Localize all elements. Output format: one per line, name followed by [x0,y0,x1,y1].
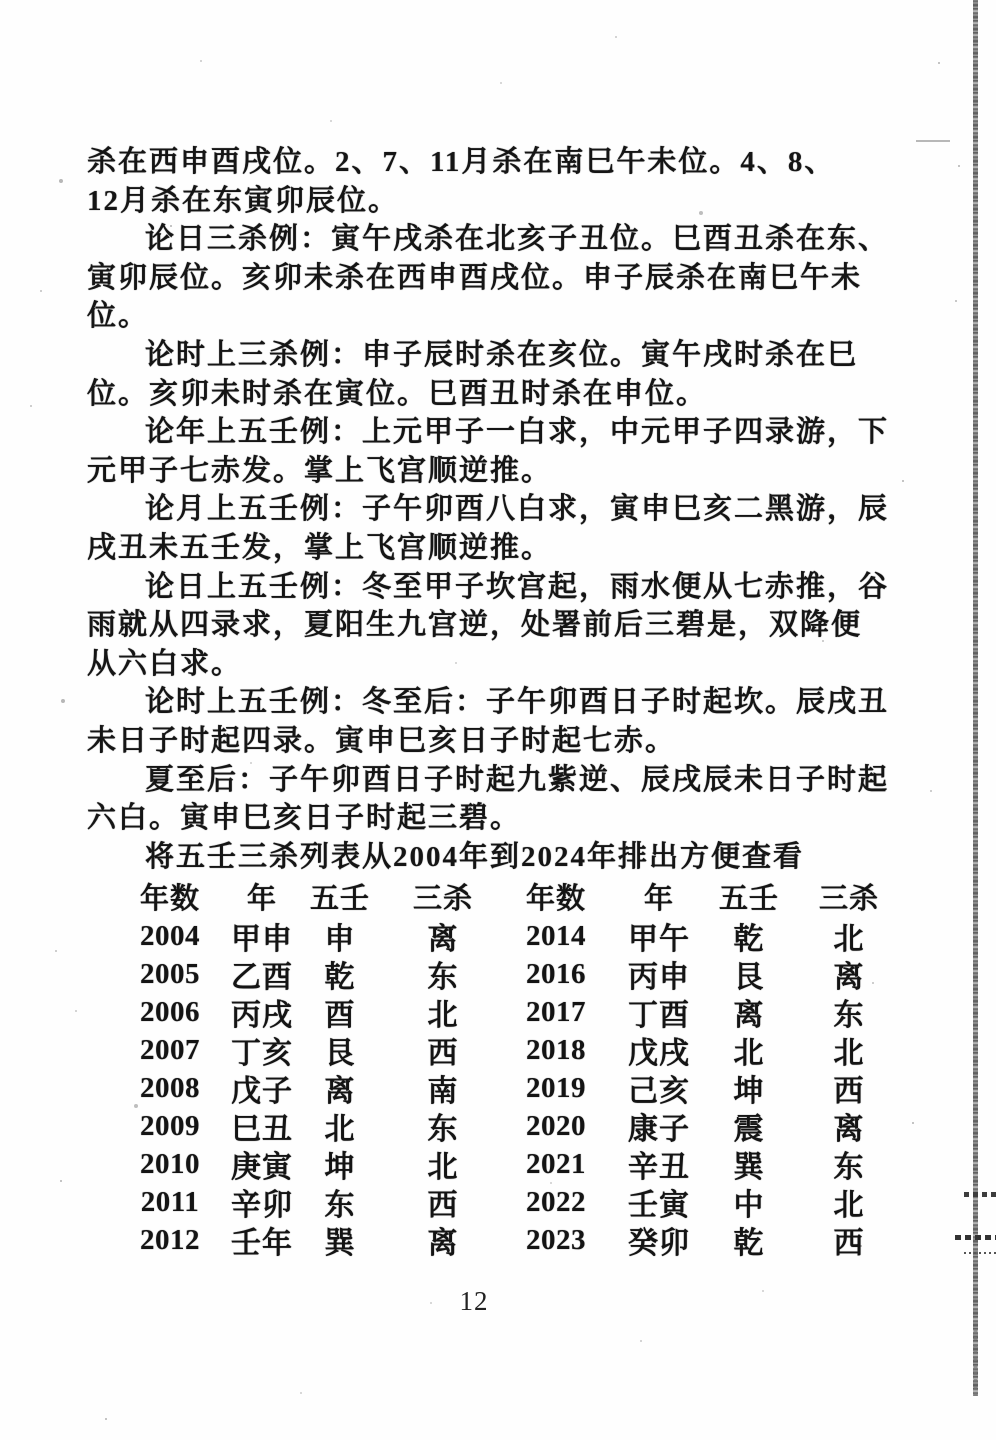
table-cell: 壬年 [231,1227,293,1260]
scan-gutter-stripe-tail [974,1330,977,1400]
table-cell: 申 [324,923,356,956]
table-cell: 艮 [324,1037,356,1070]
table-body [118,914,914,1260]
table-cell: 乙酉 [231,961,293,994]
table-cell: 东 [427,961,459,994]
table-row [118,1028,914,1070]
table-cell: 西 [833,1227,865,1260]
text-line: 论日三杀例：寅午戌杀在北亥子丑位。巳酉丑杀在东、 [145,223,890,256]
table-cell: 乾 [733,923,765,956]
table-row [118,1104,914,1146]
text-line: 元甲子七赤发。掌上飞宫顺逆推。 [87,454,553,487]
text-line: 论时上三杀例：申子辰时杀在亥位。寅午戌时杀在巳 [145,338,859,371]
scan-artifact-dash [916,140,950,142]
table-cell: 巳丑 [231,1113,293,1146]
table-cell: 巽 [733,1151,765,1184]
table-row [118,990,914,1032]
year-cell: 2010 [140,1147,200,1180]
year-cell: 2021 [526,1147,586,1180]
column-header: 年数 [139,883,200,915]
year-cell: 2006 [140,995,200,1028]
scan-artifact-dash [955,1235,996,1240]
table-cell: 东 [324,1189,356,1222]
text-line: 六白。寅申巳亥日子时起三碧。 [87,802,522,835]
wuren-sansha-table [118,876,914,1260]
table-cell: 乾 [324,961,356,994]
table-cell: 北 [833,1189,865,1222]
table-cell: 西 [833,1075,865,1108]
table-cell: 辛卯 [231,1189,293,1222]
table-cell: 丁亥 [231,1037,293,1070]
table-cell: 庚寅 [231,1151,293,1184]
table-cell: 离 [833,1113,865,1146]
text-line: 雨就从四录求，夏阳生九宫逆，处署前后三碧是，双降便 [87,609,863,642]
scan-artifact-dotted-line [964,1252,996,1254]
year-cell: 2005 [140,957,200,990]
year-cell: 2014 [526,919,586,952]
year-cell: 2022 [526,1185,586,1218]
table-cell: 西 [427,1189,459,1222]
table-cell: 东 [427,1113,459,1146]
scan-artifact-dash [964,1192,996,1197]
column-header: 三杀 [818,883,879,915]
year-cell: 2017 [526,995,586,1028]
year-cell: 2016 [526,957,586,990]
table-cell: 离 [733,999,765,1032]
table-cell: 南 [427,1075,459,1108]
year-cell: 2019 [526,1071,586,1104]
year-cell: 2009 [140,1109,200,1142]
column-header: 五壬 [309,883,370,915]
text-line: 未日子时起四录。寅申巳亥日子时起七赤。 [87,724,677,757]
table-header-row [118,876,914,914]
column-header: 年 [643,883,674,915]
table-row [118,1180,914,1222]
table-cell: 离 [427,923,459,956]
year-cell: 2023 [526,1223,586,1256]
text-line: 论时上五壬例：冬至后：子午卯酉日子时起坎。辰戌丑 [145,686,890,719]
table-cell: 坤 [733,1075,765,1108]
text-line: 夏至后：子午卯酉日子时起九紫逆、辰戌辰未日子时起 [145,763,890,796]
table-row [118,1218,914,1260]
year-cell: 2011 [140,1185,200,1218]
table-cell: 丁酉 [628,999,690,1032]
column-header: 年 [246,883,277,915]
table-cell: 乾 [733,1227,765,1260]
table-cell: 东 [833,999,865,1032]
table-cell: 酉 [324,999,356,1032]
table-cell: 北 [833,923,865,956]
table-cell: 康子 [628,1113,690,1146]
table-cell: 甲申 [231,923,293,956]
table-cell: 北 [427,1151,459,1184]
text-line: 论日上五壬例：冬至甲子坎宫起，雨水便从七赤推，谷 [145,570,890,603]
column-header: 年数 [525,883,586,915]
table-cell: 北 [733,1037,765,1070]
text-line: 位。亥卯未时杀在寅位。巳酉丑时杀在申位。 [87,377,708,410]
text-line: 寅卯辰位。亥卯未杀在西申酉戌位。申子辰杀在南巳午未 [87,261,863,294]
text-line: 杀在西申酉戌位。2、7、11月杀在南巳午未位。4、8、 [87,146,836,178]
column-header: 三杀 [412,883,473,915]
body-text [87,143,897,876]
page-number: 12 [459,1286,489,1316]
table-cell: 东 [833,1151,865,1184]
text-line: 位。 [87,300,150,333]
table-cell: 己亥 [628,1075,690,1108]
text-line: 从六白求。 [87,647,243,680]
table-row [118,914,914,956]
table-row [118,1142,914,1184]
text-line: 戌丑未五壬发，掌上飞宫顺逆推。 [87,531,553,564]
year-cell: 2018 [526,1033,586,1066]
year-cell: 2020 [526,1109,586,1142]
text-line: 论年上五壬例：上元甲子一白求，中元甲子四录游，下 [145,416,890,449]
table-cell: 丙申 [628,961,690,994]
table-cell: 壬寅 [628,1189,690,1222]
year-cell: 2007 [140,1033,200,1066]
column-header: 五壬 [718,883,779,915]
table-cell: 艮 [733,961,765,994]
scan-noise-speckles [0,0,2,2]
table-row [118,1066,914,1108]
text-line: 将五壬三杀列表从2004年到2024年排出方便查看 [145,840,805,873]
table-cell: 癸卯 [628,1227,690,1260]
year-cell: 2004 [140,919,200,952]
table-cell: 中 [733,1189,765,1222]
year-cell: 2008 [140,1071,200,1104]
text-line: 12月杀在东寅卯辰位。 [87,184,400,217]
table-cell: 离 [833,961,865,994]
table-cell: 西 [427,1037,459,1070]
table-cell: 巽 [324,1227,356,1260]
table-cell: 丙戌 [231,999,293,1032]
table-cell: 辛丑 [628,1151,690,1184]
table-cell: 坤 [324,1151,356,1184]
table-cell: 甲午 [628,923,690,956]
table-cell: 戊子 [231,1075,293,1108]
table-row [118,952,914,994]
table-cell: 震 [733,1113,765,1146]
scan-gutter-stripe [973,0,978,1396]
table-cell: 离 [427,1227,459,1260]
text-line: 论月上五壬例：子午卯酉八白求，寅申巳亥二黑游，辰 [145,493,890,526]
table-cell: 北 [833,1037,865,1070]
table-cell: 北 [427,999,459,1032]
table-cell: 离 [324,1075,356,1108]
table-cell: 戊戌 [628,1037,690,1070]
year-cell: 2012 [140,1223,200,1256]
table-cell: 北 [324,1113,356,1146]
